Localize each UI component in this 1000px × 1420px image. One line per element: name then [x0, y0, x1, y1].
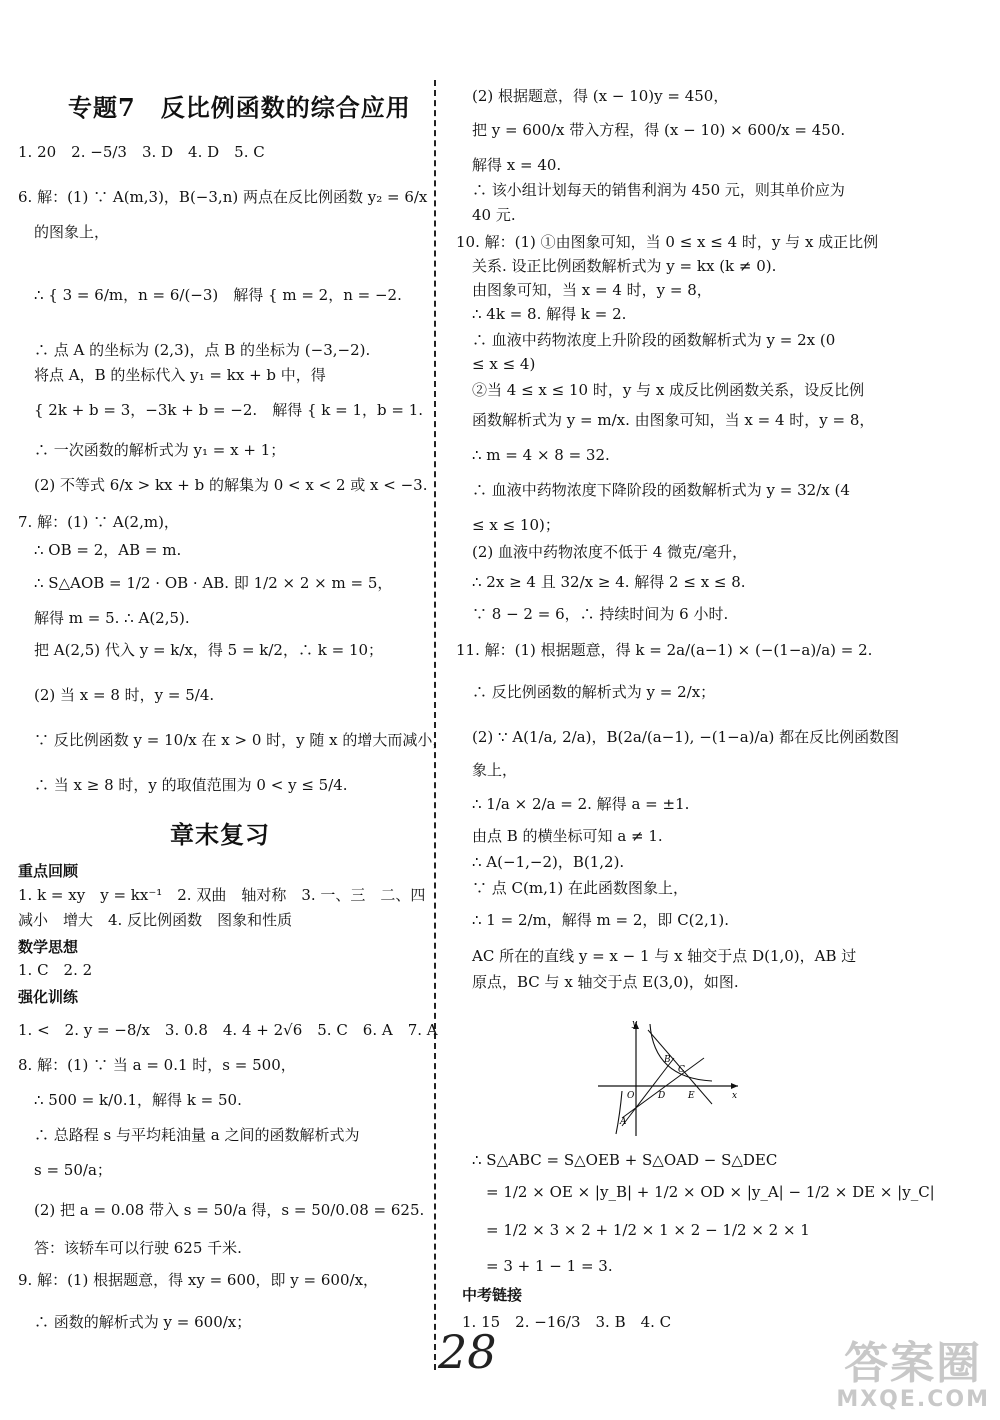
- x-axis-arrow: [731, 1083, 738, 1089]
- answer-line: ∴ OB = 2，AB = m.: [34, 541, 182, 559]
- answer-line: (2) 根据题意，得 (x − 10)y = 450，: [472, 87, 729, 105]
- answer-line: 1. < 2. y = −8/x 3. 0.8 4. 4 + 2√6 5. C 6. A 7. A: [18, 1021, 438, 1039]
- subheading: 数学思想: [18, 938, 79, 956]
- answer-line: ∴ 反比例函数的解析式为 y = 2/x；: [472, 683, 716, 701]
- answer-line: (2) 把 a = 0.08 带入 s = 50/a 得，s = 50/0.08 = 625.: [34, 1201, 425, 1219]
- answer-line: 减小 增大 4. 反比例函数 图象和性质: [18, 911, 293, 929]
- answer-line: ∴ { 3 = 6/m，n = 6/(−3) 解得 { m = 2，n = −2.: [34, 286, 402, 304]
- answer-line: 把 A(2,5) 代入 y = k/x，得 5 = k/2，∴ k = 10；: [34, 641, 384, 659]
- answer-line: 9. 解：(1) 根据题意，得 xy = 600，即 y = 600/x，: [18, 1271, 379, 1289]
- section-title: 专题7 反比例函数的综合应用: [68, 93, 411, 122]
- label-C: C: [678, 1065, 685, 1075]
- answer-line: 将点 A，B 的坐标代入 y₁ = kx + b 中，得: [34, 366, 326, 384]
- watermark: [836, 1338, 990, 1412]
- label-x: x: [732, 1091, 738, 1101]
- answer-line: 1. k = xy y = kx⁻¹ 2. 双曲 轴对称 3. 一、三 二、四: [18, 886, 426, 904]
- hyperbola-branch-2: [616, 1091, 622, 1134]
- answer-line: 关系. 设正比例函数解析式为 y = kx (k ≠ 0).: [472, 257, 777, 275]
- answer-line: = 1/2 × 3 × 2 + 1/2 × 1 × 2 − 1/2 × 2 × 1: [486, 1221, 810, 1239]
- chapter-title: 章末复习: [170, 820, 270, 849]
- answer-line: = 3 + 1 − 1 = 3.: [486, 1257, 613, 1275]
- answer-line: 11. 解：(1) 根据题意，得 k = 2a/(a−1) × (−(1−a)/a) = 2.: [456, 641, 873, 659]
- line-AC: [622, 1058, 704, 1118]
- answer-line: ∴ A(−1,−2)，B(1,2).: [472, 853, 625, 871]
- answer-line: (2) 血液中药物浓度不低于 4 微克/毫升，: [472, 543, 748, 561]
- answer-line: ∴ 函数的解析式为 y = 600/x；: [34, 1313, 252, 1331]
- answer-line: ∴ 一次函数的解析式为 y₁ = x + 1；: [34, 441, 286, 459]
- answer-line: 解得 m = 5. ∴ A(2,5).: [34, 609, 190, 627]
- answer-line: 原点，BC 与 x 轴交于点 E(3,0)，如图.: [472, 973, 739, 991]
- answer-line: ∴ 2x ≥ 4 且 32/x ≥ 4. 解得 2 ≤ x ≤ 8.: [472, 573, 746, 591]
- answer-line: ∴ 血液中药物浓度上升阶段的函数解析式为 y = 2x (0: [472, 331, 836, 349]
- label-E: E: [688, 1091, 695, 1101]
- answer-line: 象上，: [472, 761, 518, 779]
- answer-line: 由点 B 的横坐标可知 a ≠ 1.: [472, 827, 663, 845]
- answer-line: { 2k + b = 3，−3k + b = −2. 解得 { k = 1，b = 1.: [34, 401, 424, 419]
- answer-line: 40 元.: [472, 206, 516, 224]
- function-graph: [592, 1018, 742, 1138]
- answer-line: ∵ 反比例函数 y = 10/x 在 x > 0 时，y 随 x 的增大而减小，: [34, 731, 448, 749]
- answer-line: (2) 不等式 6/x > kx + b 的解集为 0 < x < 2 或 x < −3.: [34, 476, 428, 494]
- answer-line: 函数解析式为 y = m/x. 由图象可知，当 x = 4 时，y = 8，: [472, 411, 875, 429]
- answer-line: 答：该轿车可以行驶 625 千米.: [34, 1239, 242, 1257]
- answer-line: 7. 解：(1) ∵ A(2,m)，: [18, 513, 179, 531]
- page-number: 28: [438, 1325, 497, 1379]
- label-O: O: [627, 1091, 635, 1101]
- answer-line: (2) ∵ A(1/a, 2/a)，B(2a/(a−1), −(1−a)/a) 都在反比例函数图: [472, 728, 900, 746]
- answer-line: 6. 解：(1) ∵ A(m,3)，B(−3,n) 两点在反比例函数 y₂ = 6/x: [18, 188, 428, 206]
- answer-line: ≤ x ≤ 4): [472, 355, 536, 373]
- subheading: 中考链接: [462, 1286, 523, 1304]
- answer-line: ∴ 血液中药物浓度下降阶段的函数解析式为 y = 32/x (4: [472, 481, 850, 499]
- answer-line: = 1/2 × OE × |y_B| + 1/2 × OD × |y_A| − 1/2 × DE × |y_C|: [486, 1183, 935, 1201]
- answer-line: ∴ 1/a × 2/a = 2. 解得 a = ±1.: [472, 795, 690, 813]
- answer-line: 10. 解：(1) ①由图象可知，当 0 ≤ x ≤ 4 时，y 与 x 成正比例: [456, 233, 879, 251]
- answer-line: 的图象上，: [34, 223, 110, 241]
- answer-line: ≤ x ≤ 10)；: [472, 516, 560, 534]
- answer-line: ∵ 点 C(m,1) 在此函数图象上，: [472, 879, 689, 897]
- answer-line: 由图象可知，当 x = 4 时，y = 8，: [472, 281, 712, 299]
- answer-line: ∴ 当 x ≥ 8 时，y 的取值范围为 0 < y ≤ 5/4.: [34, 776, 348, 794]
- answer-line: AC 所在的直线 y = x − 1 与 x 轴交于点 D(1,0)，AB 过: [472, 947, 857, 965]
- column-divider: [434, 80, 436, 1370]
- answer-line: ∴ 1 = 2/m，解得 m = 2，即 C(2,1).: [472, 911, 729, 929]
- answer-line: ∴ 点 A 的坐标为 (2,3)，点 B 的坐标为 (−3,−2).: [34, 341, 371, 359]
- answer-line: 解得 x = 40.: [472, 156, 562, 174]
- label-y: y: [632, 1019, 638, 1029]
- answer-line: 1. 15 2. −16/3 3. B 4. C: [462, 1313, 672, 1331]
- label-B: B: [664, 1055, 671, 1065]
- answer-line: ∵ 8 − 2 = 6，∴ 持续时间为 6 小时.: [472, 605, 729, 623]
- subheading: 重点回顾: [18, 862, 79, 880]
- subheading: 强化训练: [18, 988, 79, 1006]
- answer-line: ∴ m = 4 × 8 = 32.: [472, 446, 610, 464]
- watermark-logo-text: 答案圈: [844, 1338, 983, 1389]
- watermark-url: MXQE.COM: [836, 1387, 990, 1412]
- answer-line: ∴ 500 = k/0.1，解得 k = 50.: [34, 1091, 242, 1109]
- answer-line: 1. C 2. 2: [18, 961, 93, 979]
- answer-line: ∴ S△AOB = 1/2 · OB · AB. 即 1/2 × 2 × m = 5，: [34, 574, 393, 592]
- answer-line: ∴ 4k = 8. 解得 k = 2.: [472, 305, 627, 323]
- answer-line: ∴ 该小组计划每天的销售利润为 450 元，则其单价应为: [472, 181, 845, 199]
- answer-line: (2) 当 x = 8 时，y = 5/4.: [34, 686, 215, 704]
- answer-line: 1. 20 2. −5/3 3. D 4. D 5. C: [18, 143, 265, 161]
- answer-line: 把 y = 600/x 带入方程，得 (x − 10) × 600/x = 450.: [472, 121, 846, 139]
- label-A: A: [620, 1117, 627, 1127]
- answer-line: ∴ 总路程 s 与平均耗油量 a 之间的函数解析式为: [34, 1126, 360, 1144]
- answer-line: s = 50/a；: [34, 1161, 112, 1179]
- label-D: D: [658, 1091, 666, 1101]
- answer-line: ②当 4 ≤ x ≤ 10 时，y 与 x 成反比例函数关系，设反比例: [472, 381, 865, 399]
- answer-line: ∴ S△ABC = S△OEB + S△OAD − S△DEC: [472, 1151, 778, 1169]
- answer-line: 8. 解：(1) ∵ 当 a = 0.1 时，s = 500，: [18, 1056, 296, 1074]
